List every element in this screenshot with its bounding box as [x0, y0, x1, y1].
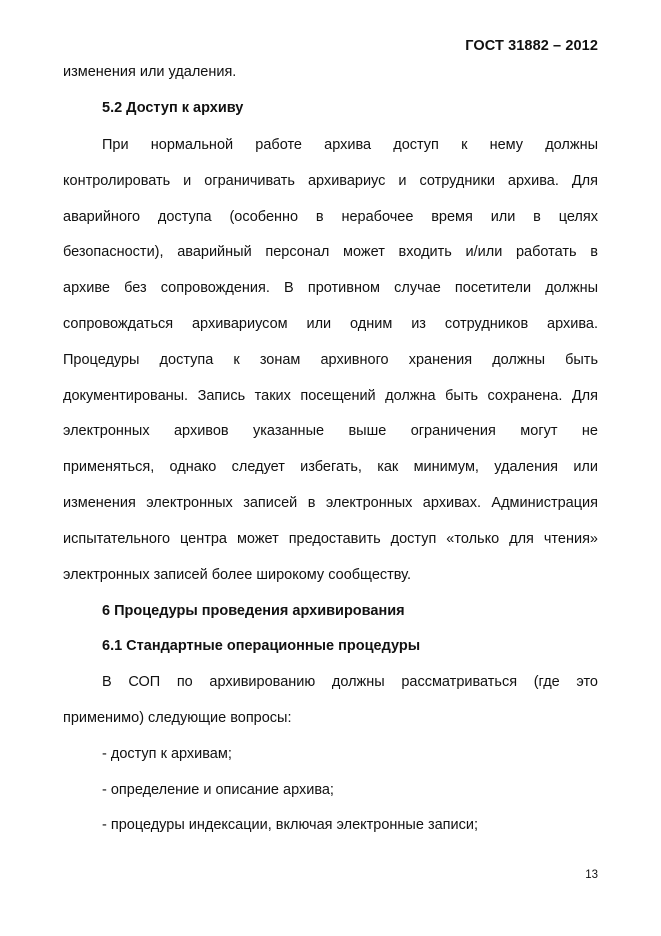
body-line: изменения или удаления. [63, 64, 237, 80]
list-item: - процедуры индексации, включая электронные записи; [102, 817, 478, 833]
section-heading: 5.2 Доступ к архиву [102, 100, 244, 116]
body-line: изменения электронных записей в электронных архивах. Администрация [63, 495, 598, 511]
list-item: - доступ к архивам; [102, 746, 232, 762]
body-line: электронных записей более широкому сообществу. [63, 567, 411, 583]
body-line: испытательного центра может предоставить доступ «только для чтения» [63, 531, 598, 547]
body-line: При нормальной работе архива доступ к нему должны [102, 137, 598, 153]
body-line: архиве без сопровождения. В противном случае посетители должны [63, 280, 598, 296]
body-line: документированы. Запись таких посещений должна быть сохранена. Для [63, 388, 598, 404]
document-header: ГОСТ 31882 – 2012 [465, 38, 598, 54]
list-item: - определение и описание архива; [102, 782, 334, 798]
body-line: сопровождаться архивариусом или одним из сотрудников архива. [63, 316, 598, 332]
body-line: безопасности), аварийный персонал может входить и/или работать в [63, 244, 598, 260]
section-heading: 6 Процедуры проведения архивирования [102, 603, 405, 619]
body-line: аварийного доступа (особенно в нерабочее время или в целях [63, 209, 598, 225]
page-number: 13 [585, 869, 598, 881]
body-line: В СОП по архивированию должны рассматриваться (где это [102, 674, 598, 690]
body-line: контролировать и ограничивать архивариус и сотрудники архива. Для [63, 173, 598, 189]
body-line: электронных архивов указанные выше ограничения могут не [63, 423, 598, 439]
body-line: применяться, однако следует избегать, как минимум, удаления или [63, 459, 598, 475]
subsection-heading: 6.1 Стандартные операционные процедуры [102, 638, 421, 654]
body-line: Процедуры доступа к зонам архивного хранения должны быть [63, 352, 598, 368]
body-line: применимо) следующие вопросы: [63, 710, 292, 726]
